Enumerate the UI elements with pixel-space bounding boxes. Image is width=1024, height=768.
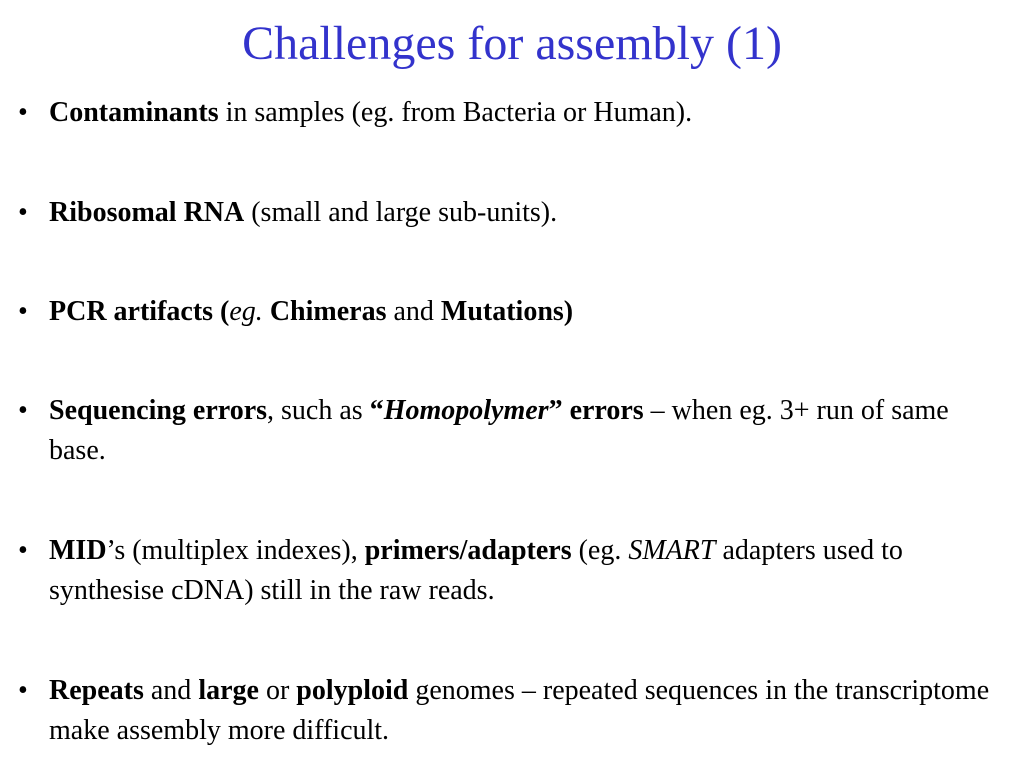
bullet-text-run: PCR artifacts ( xyxy=(49,296,230,327)
bullet-item xyxy=(18,292,1008,332)
bullet-text-run: , such as xyxy=(267,395,370,426)
bullet-item xyxy=(18,671,1008,751)
bullet-text-run: eg. xyxy=(229,296,263,327)
bullet-text-run: adapters used to synthesise cDNA) still in the raw reads. xyxy=(49,535,903,606)
bullet-text xyxy=(49,292,1008,332)
bullet-text-run: “ xyxy=(369,395,384,426)
bullet-item xyxy=(18,531,1008,611)
bullet-text-run: ” errors xyxy=(548,395,644,426)
bullet-text-run: and xyxy=(386,296,441,327)
bullet-text-run: large xyxy=(198,675,259,706)
bullet-dot-icon: • xyxy=(18,395,28,426)
bullet-text-run: polyploid xyxy=(296,675,409,706)
bullet-text-run: Contaminants xyxy=(49,97,219,128)
bullet-text-run: SMART xyxy=(628,535,716,566)
bullet-item xyxy=(18,391,1008,471)
bullet-text-run: primers/adapters xyxy=(364,535,572,566)
bullet-text xyxy=(49,391,1008,471)
bullet-text-run: Chimeras xyxy=(269,296,387,327)
bullet-dot-icon: • xyxy=(18,197,28,228)
bullet-text-run: ’s (multiplex indexes), xyxy=(106,535,365,566)
bullet-text-run: (small and large sub-units). xyxy=(244,197,558,228)
bullet-text xyxy=(49,93,1008,133)
bullet-dot-icon: • xyxy=(18,535,28,566)
bullet-text-run: Ribosomal RNA xyxy=(49,197,245,228)
bullet-text-run: MID xyxy=(49,535,107,566)
slide-title: Challenges for assembly (1) xyxy=(242,17,782,70)
bullet-text-run: and xyxy=(143,675,199,706)
bullet-text-run: Sequencing errors xyxy=(49,395,268,426)
bullet-text xyxy=(49,531,1008,611)
bullet-item xyxy=(18,93,1008,133)
bullet-text-run: genomes – repeated sequences in the transcriptome make assembly more difficult. xyxy=(49,675,990,746)
bullet-dot-icon: • xyxy=(18,675,28,706)
bullet-text-run: – when eg. 3+ run of same base. xyxy=(49,395,949,466)
bullet-item xyxy=(18,193,1008,233)
bullet-text-run: Homopolymer xyxy=(383,395,549,426)
bullet-text-run xyxy=(263,296,270,327)
bullet-text-run: (eg. xyxy=(571,535,629,566)
bullet-text-run: Mutations) xyxy=(440,296,574,327)
bullet-text-run: or xyxy=(258,675,297,706)
bullet-text xyxy=(49,671,1008,751)
bullet-text xyxy=(49,193,1008,233)
bullet-dot-icon: • xyxy=(18,97,28,128)
bullet-text-run: Repeats xyxy=(49,675,144,706)
bullet-dot-icon: • xyxy=(18,296,28,327)
bullet-text-run: in samples (eg. from Bacteria or Human). xyxy=(218,97,693,128)
